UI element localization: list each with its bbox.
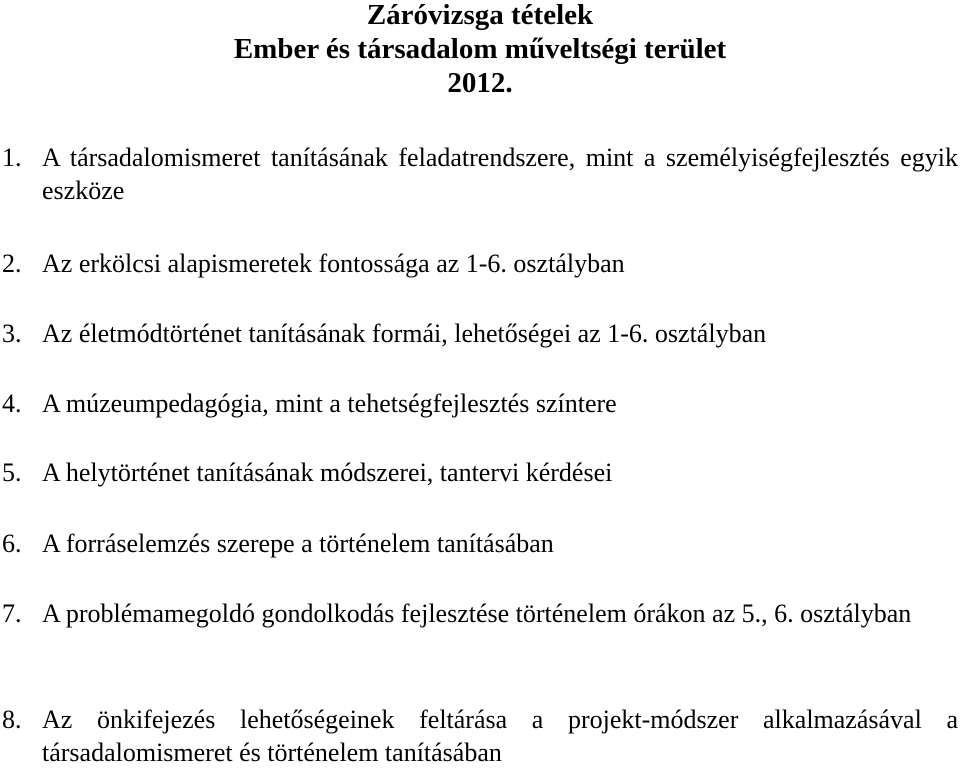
list-item-number: 8. <box>2 705 22 734</box>
list-item-number: 7. <box>2 599 22 628</box>
list-item <box>2 141 958 207</box>
list-item-number: 4. <box>2 389 22 418</box>
header-year: 2012. <box>447 67 513 99</box>
header-subtitle: Ember és társadalom műveltségi terület <box>233 33 727 65</box>
list-item-text: Az önkifejezés lehetőségeinek feltárása a projekt-módszer alkalmazásával a társadalomismeret és történelem tanításában <box>42 705 958 767</box>
list-item-text: A helytörténet tanításának módszerei, tantervi kérdései <box>42 458 613 487</box>
list-item-text: Az életmódtörténet tanításának formái, lehetőségei az 1-6. osztályban <box>42 319 767 348</box>
list-item-number: 6. <box>2 529 22 558</box>
list-item-number: 3. <box>2 319 22 348</box>
list-item <box>2 527 958 560</box>
list-item <box>2 387 958 420</box>
list-item-number: 2. <box>2 249 22 278</box>
header-title: Záróvizsga tételek <box>366 0 594 31</box>
list-item-number: 1. <box>2 143 22 172</box>
list-item <box>2 703 958 769</box>
list-item-number: 5. <box>2 458 22 487</box>
list-item-text: A forráselemzés szerepe a történelem tanításában <box>42 529 554 558</box>
list-item-text: A társadalomismeret tanításának feladatrendszere, mint a személyiségfejlesztés egyik eszköze <box>42 143 958 205</box>
list-item <box>2 456 958 489</box>
list-item <box>2 317 958 350</box>
list-item-text: A múzeumpedagógia, mint a tehetségfejlesztés színtere <box>42 389 617 418</box>
list-item <box>2 597 958 630</box>
list-item <box>2 247 958 280</box>
list-item-text: Az erkölcsi alapismeretek fontossága az 1-6. osztályban <box>42 249 625 278</box>
list-item-text: A problémamegoldó gondolkodás fejlesztése történelem órákon az 5., 6. osztályban <box>42 599 912 628</box>
